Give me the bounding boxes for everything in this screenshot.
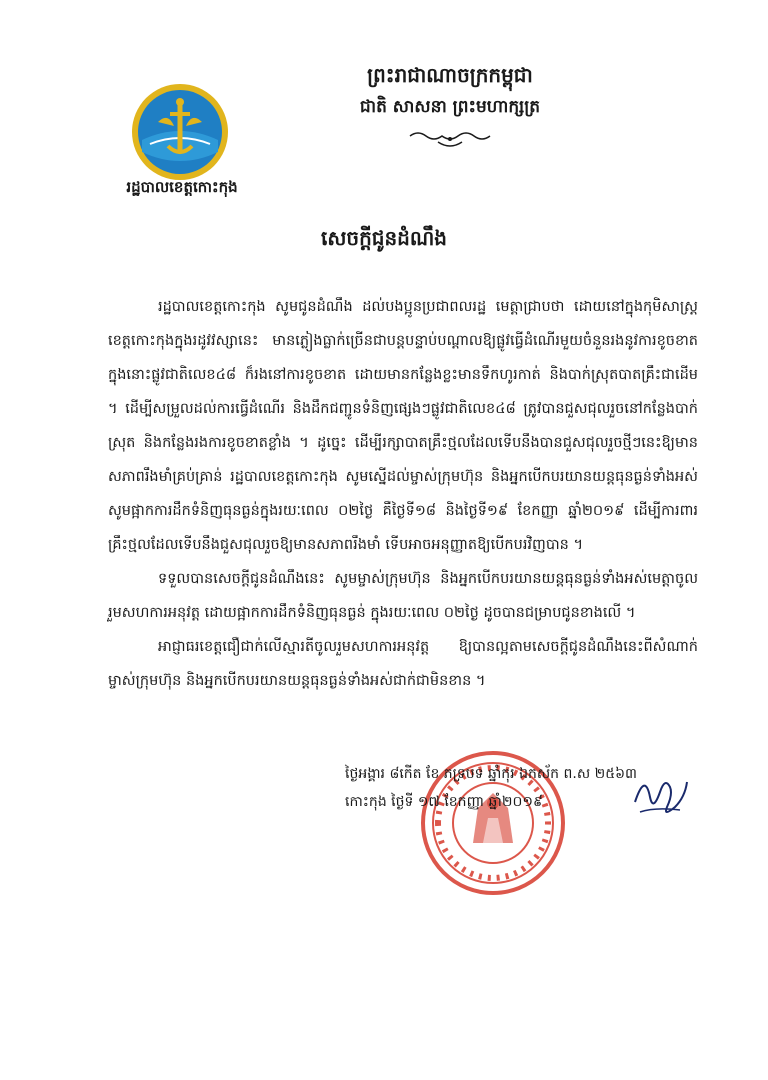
provincial-emblem-icon: [130, 82, 230, 182]
document-body: [108, 290, 698, 698]
signature-mark: [625, 762, 695, 822]
body-paragraph: អាជ្ញាធរខេត្តជឿជាក់លើស្មារតីចូលរួមសហការអនុវត្ត ឱ្យបានល្អតាមសេចក្តីជូនដំណឹងនេះពីសំណាក់ម្ចាស់ក្រុមហ៊ុន និងអ្នកបើកបរយានយន្តធុនធ្ងន់ទាំងអស់ជាក់ជាមិនខាន ។: [108, 639, 698, 689]
divider-ornament-icon: [408, 128, 492, 150]
lunar-date: ថ្ងៃអង្គារ ៨កើត ខែ ភទ្របទ ឆ្នាំកុរ ឯកស័ក ព.ស ២៥៦៣: [345, 766, 638, 782]
solar-date: កោះកុង ថ្ងៃទី ១៧ ខែកញ្ញា ឆ្នាំ២០១៩: [345, 794, 543, 810]
body-paragraph: ទទួលបានសេចក្តីជូនដំណឹងនេះ សូមម្ចាស់ក្រុមហ៊ុន និងអ្នកបើកបរយានយន្តធុនធ្ងន់ទាំងអស់មេត្តាចូលរួមសហការអនុវត្ត ដោយផ្អាកការដឹកទំនិញធុនធ្ងន់ ក្នុងរយៈពេល ០២ថ្ងៃ ដូចបានជម្រាបជូនខាងលើ ។: [108, 571, 698, 621]
national-motto: ជាតិ សាសនា ព្រះមហាក្សត្រ: [359, 97, 541, 117]
body-paragraph: រដ្ឋបាលខេត្តកោះកុង សូមជូនដំណឹង ដល់បងប្អូនប្រជាពលរដ្ឋ មេត្តាជ្រាបថា ដោយនៅក្នុងកុមិសាស្រ្តខេត្តកោះកុងក្នុងរដូវវស្សានេះ មានភ្លៀងធ្លាក់ច្រើនជាបន្តបន្ទាប់បណ្តាលឱ្យផ្លូវធ្វើដំណើរមួយចំនួនរងនូវការខូចខាត ក្នុងនោះផ្លូវជាតិលេខ៤៨ ក៏រងនៅការខូចខាត ដោយមានកន្លែងខ្លះមានទឹកហូរកាត់ និងបាក់ស្រុតបាតគ្រឹះជាដើម ។ ដើម្បីសម្រួលដល់ការធ្វើដំណើរ និងដឹកជញ្ជូនទំនិញផ្សេងៗផ្លូវជាតិលេខ៤៨ ត្រូវបានជួសជុលរួចនៅកន្លែងបាក់ស្រុត និងកន្លែងរងការខូចខាតខ្លាំង ។ ដូច្នេះ ដើម្បីរក្សាបាតគ្រឹះថ្មលដែលទើបនឹងបានជួសជុលរួចថ្មីៗនេះឱ្យមានសភាពរឹងមាំគ្រប់គ្រាន់ រដ្ឋបាលខេត្តកោះកុង សូមស្នើដល់ម្ចាស់ក្រុមហ៊ុន និងអ្នកបើកបរយានយន្តធុនធ្ងន់ទាំងអស់ សូមផ្អាកការដឹកទំនិញធុនធ្ងន់ក្នុងរយៈពេល ០២ថ្ងៃ គឺថ្ងៃទី១៨ និងថ្ងៃទី១៩ ខែកញ្ញា ឆ្នាំ២០១៩ ដើម្បីការពារគ្រឹះថ្មលដែលទើបនឹងជួសជុលរួចឱ្យមានសភាពរឹងមាំ ទើបអាចអនុញ្ញាតឱ្យបើកបរវិញបាន ។: [108, 299, 698, 553]
kingdom-heading: ព្រះរាជាណាចក្រកម្ពុជា: [367, 63, 533, 87]
issuer-name: រដ្ឋបាលខេត្តកោះកុង: [126, 178, 238, 196]
document-title: សេចក្តីជូនដំណឹង: [321, 226, 447, 250]
